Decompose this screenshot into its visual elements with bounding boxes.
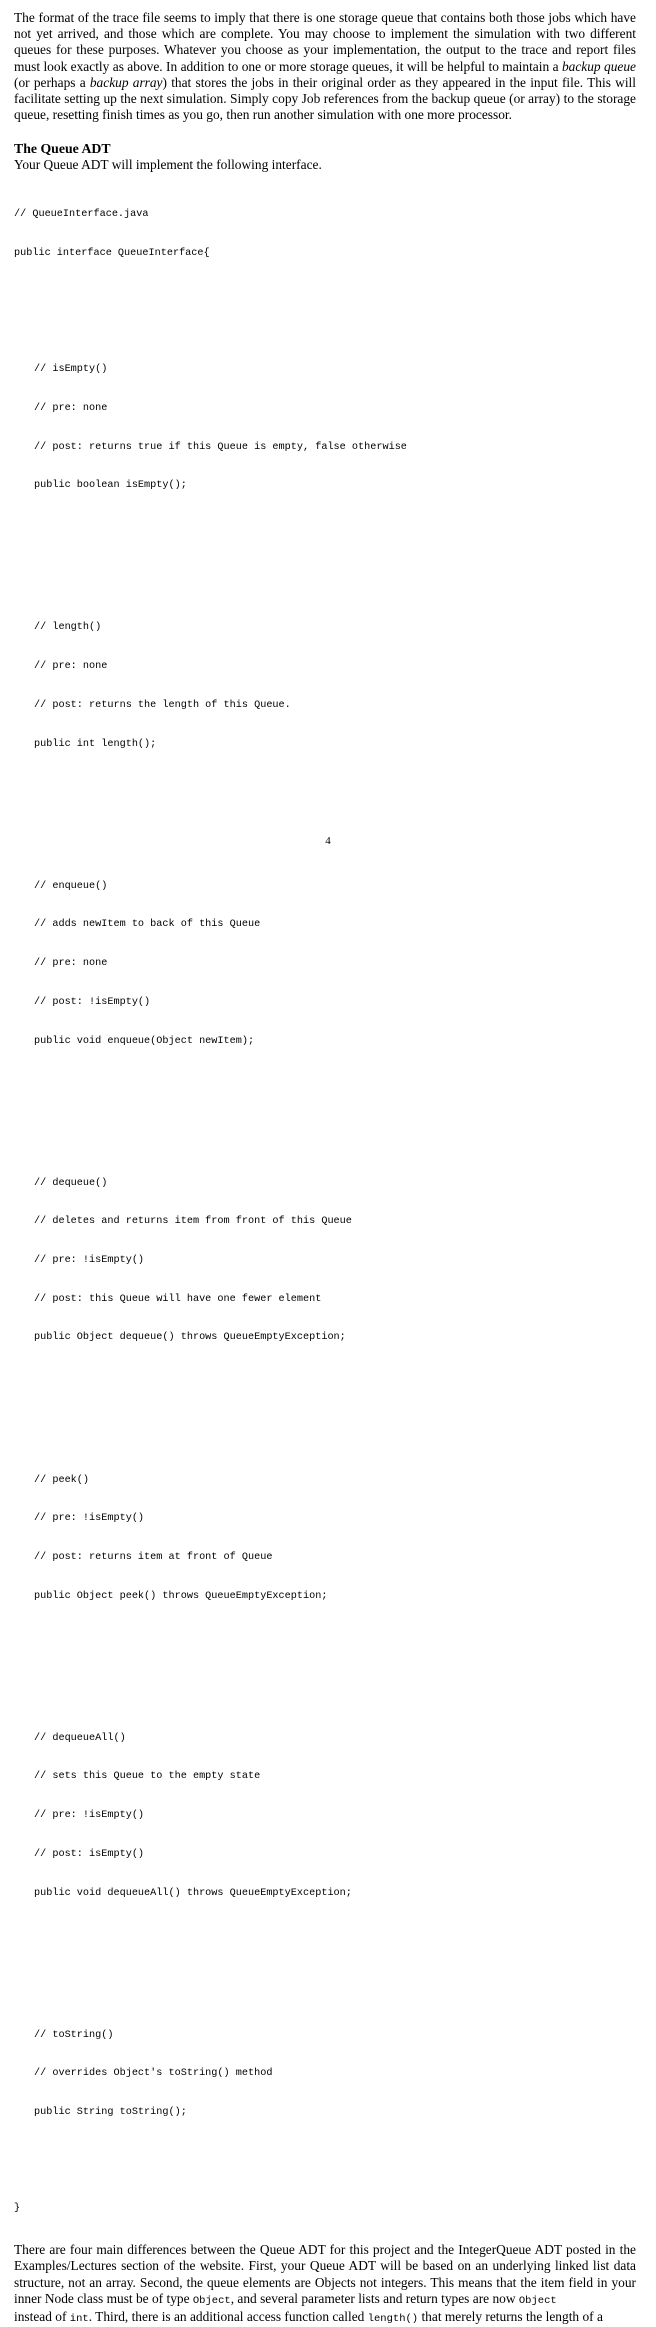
text-run: The format of the trace file seems to imply that there is one storage queue that contains both those jobs which have not yet arrived, and those which are complete. You may choose to implement the simulation with two different queues for these purposes. Whatever you choose as your implementation, the output to the trace and report files must look exactly as above. In addition to one or more storage queues, it will be helpful to maintain a — [14, 10, 636, 74]
code-line: public Object dequeue() throws QueueEmptyException; — [34, 1332, 346, 1344]
code-line: // pre: none — [34, 958, 108, 970]
code-line: // pre: none — [34, 661, 108, 673]
code-line: public void dequeueAll() throws QueueEmptyException; — [34, 1887, 352, 1899]
text-run: that merely returns the length of a — [418, 2308, 603, 2324]
code-line: public boolean isEmpty(); — [34, 480, 187, 492]
text-run: , and several parameter lists and return types are now — [230, 2290, 519, 2306]
paragraph-differences — [14, 2242, 636, 2327]
code-block-length — [14, 597, 636, 778]
code-line: // dequeueAll() — [34, 1732, 126, 1744]
code-line: // length() — [34, 622, 102, 634]
code-line: // overrides Object's toString() method — [34, 2068, 273, 2080]
code-block-tostring — [14, 2004, 636, 2146]
code-line: // post: returns item at front of Queue — [34, 1551, 273, 1563]
code-line: // sets this Queue to the empty state — [34, 1771, 261, 1783]
code-line: public interface QueueInterface{ — [14, 247, 210, 259]
inline-code-object: Object — [518, 2294, 557, 2307]
emphasis-backup-array: backup array — [89, 74, 163, 90]
code-line: // peek() — [34, 1474, 90, 1486]
text-run: There are four main differences between the Queue ADT for this project and the IntegerQueue ADT posted in the Examples/Lectures section of the website. First, your Queue ADT will be based on an underlying linked list data structure, not an array. Second, the queue elements are Objects not integers. This means that the item field in your inner Node class must be of type — [14, 2242, 636, 2306]
code-block-dequeue — [14, 1152, 636, 1371]
inline-code-length: length() — [367, 2312, 419, 2325]
code-line: // post: !isEmpty() — [34, 996, 151, 1008]
paragraph-trace-file — [14, 10, 636, 123]
text-run: ) that stores the jobs in their original order as they appeared in the input file. This will facilitate setting up the next simulation. Simply copy Job references from the backup queue (or array) to the storage queue, resetting finish times as you go, then run another simulation with one more processor. — [14, 74, 636, 123]
code-line: // pre: !isEmpty() — [34, 1810, 145, 1822]
code-line: // post: isEmpty() — [34, 1848, 145, 1860]
code-line: public int length(); — [34, 738, 157, 750]
code-block-isempty — [14, 338, 636, 519]
code-line: public String toString(); — [34, 2107, 187, 2119]
code-line: // post: returns the length of this Queue. — [34, 699, 291, 711]
code-line: // dequeue() — [34, 1177, 108, 1189]
code-line: // adds newItem to back of this Queue — [34, 919, 261, 931]
code-line: // post: returns true if this Queue is empty, false otherwise — [34, 441, 407, 453]
text-run: . Third, there is an additional access function called — [88, 2308, 368, 2324]
inline-code-int: int — [69, 2312, 89, 2325]
section-heading: The Queue ADT — [14, 141, 111, 157]
code-line: public void enqueue(Object newItem); — [34, 1035, 255, 1047]
code-listing — [14, 183, 636, 2242]
page-number: 4 — [325, 835, 331, 847]
document-page — [14, 10, 636, 2327]
code-line: // post: this Queue will have one fewer element — [34, 1293, 322, 1305]
code-line-closing-brace: } — [14, 2203, 21, 2215]
code-line: // enqueue() — [34, 880, 108, 892]
code-line: // QueueInterface.java — [14, 209, 149, 221]
code-block-enqueue — [14, 855, 636, 1074]
code-line: // pre: none — [34, 402, 108, 414]
code-line: // toString() — [34, 2029, 114, 2041]
code-line: // deletes and returns item from front of this Queue — [34, 1216, 352, 1228]
section-intro: Your Queue ADT will implement the following interface. — [14, 157, 322, 173]
code-line: public Object peek() throws QueueEmptyException; — [34, 1590, 328, 1602]
code-line: // pre: !isEmpty() — [34, 1255, 145, 1267]
inline-code-object: Object — [192, 2294, 231, 2307]
code-block-peek — [14, 1449, 636, 1630]
text-run: (or perhaps a — [14, 74, 90, 90]
text-run: instead of — [14, 2308, 70, 2324]
emphasis-backup-queue: backup queue — [561, 58, 636, 74]
code-block-dequeueall — [14, 1707, 636, 1926]
code-line: // pre: !isEmpty() — [34, 1513, 145, 1525]
code-line: // isEmpty() — [34, 364, 108, 376]
